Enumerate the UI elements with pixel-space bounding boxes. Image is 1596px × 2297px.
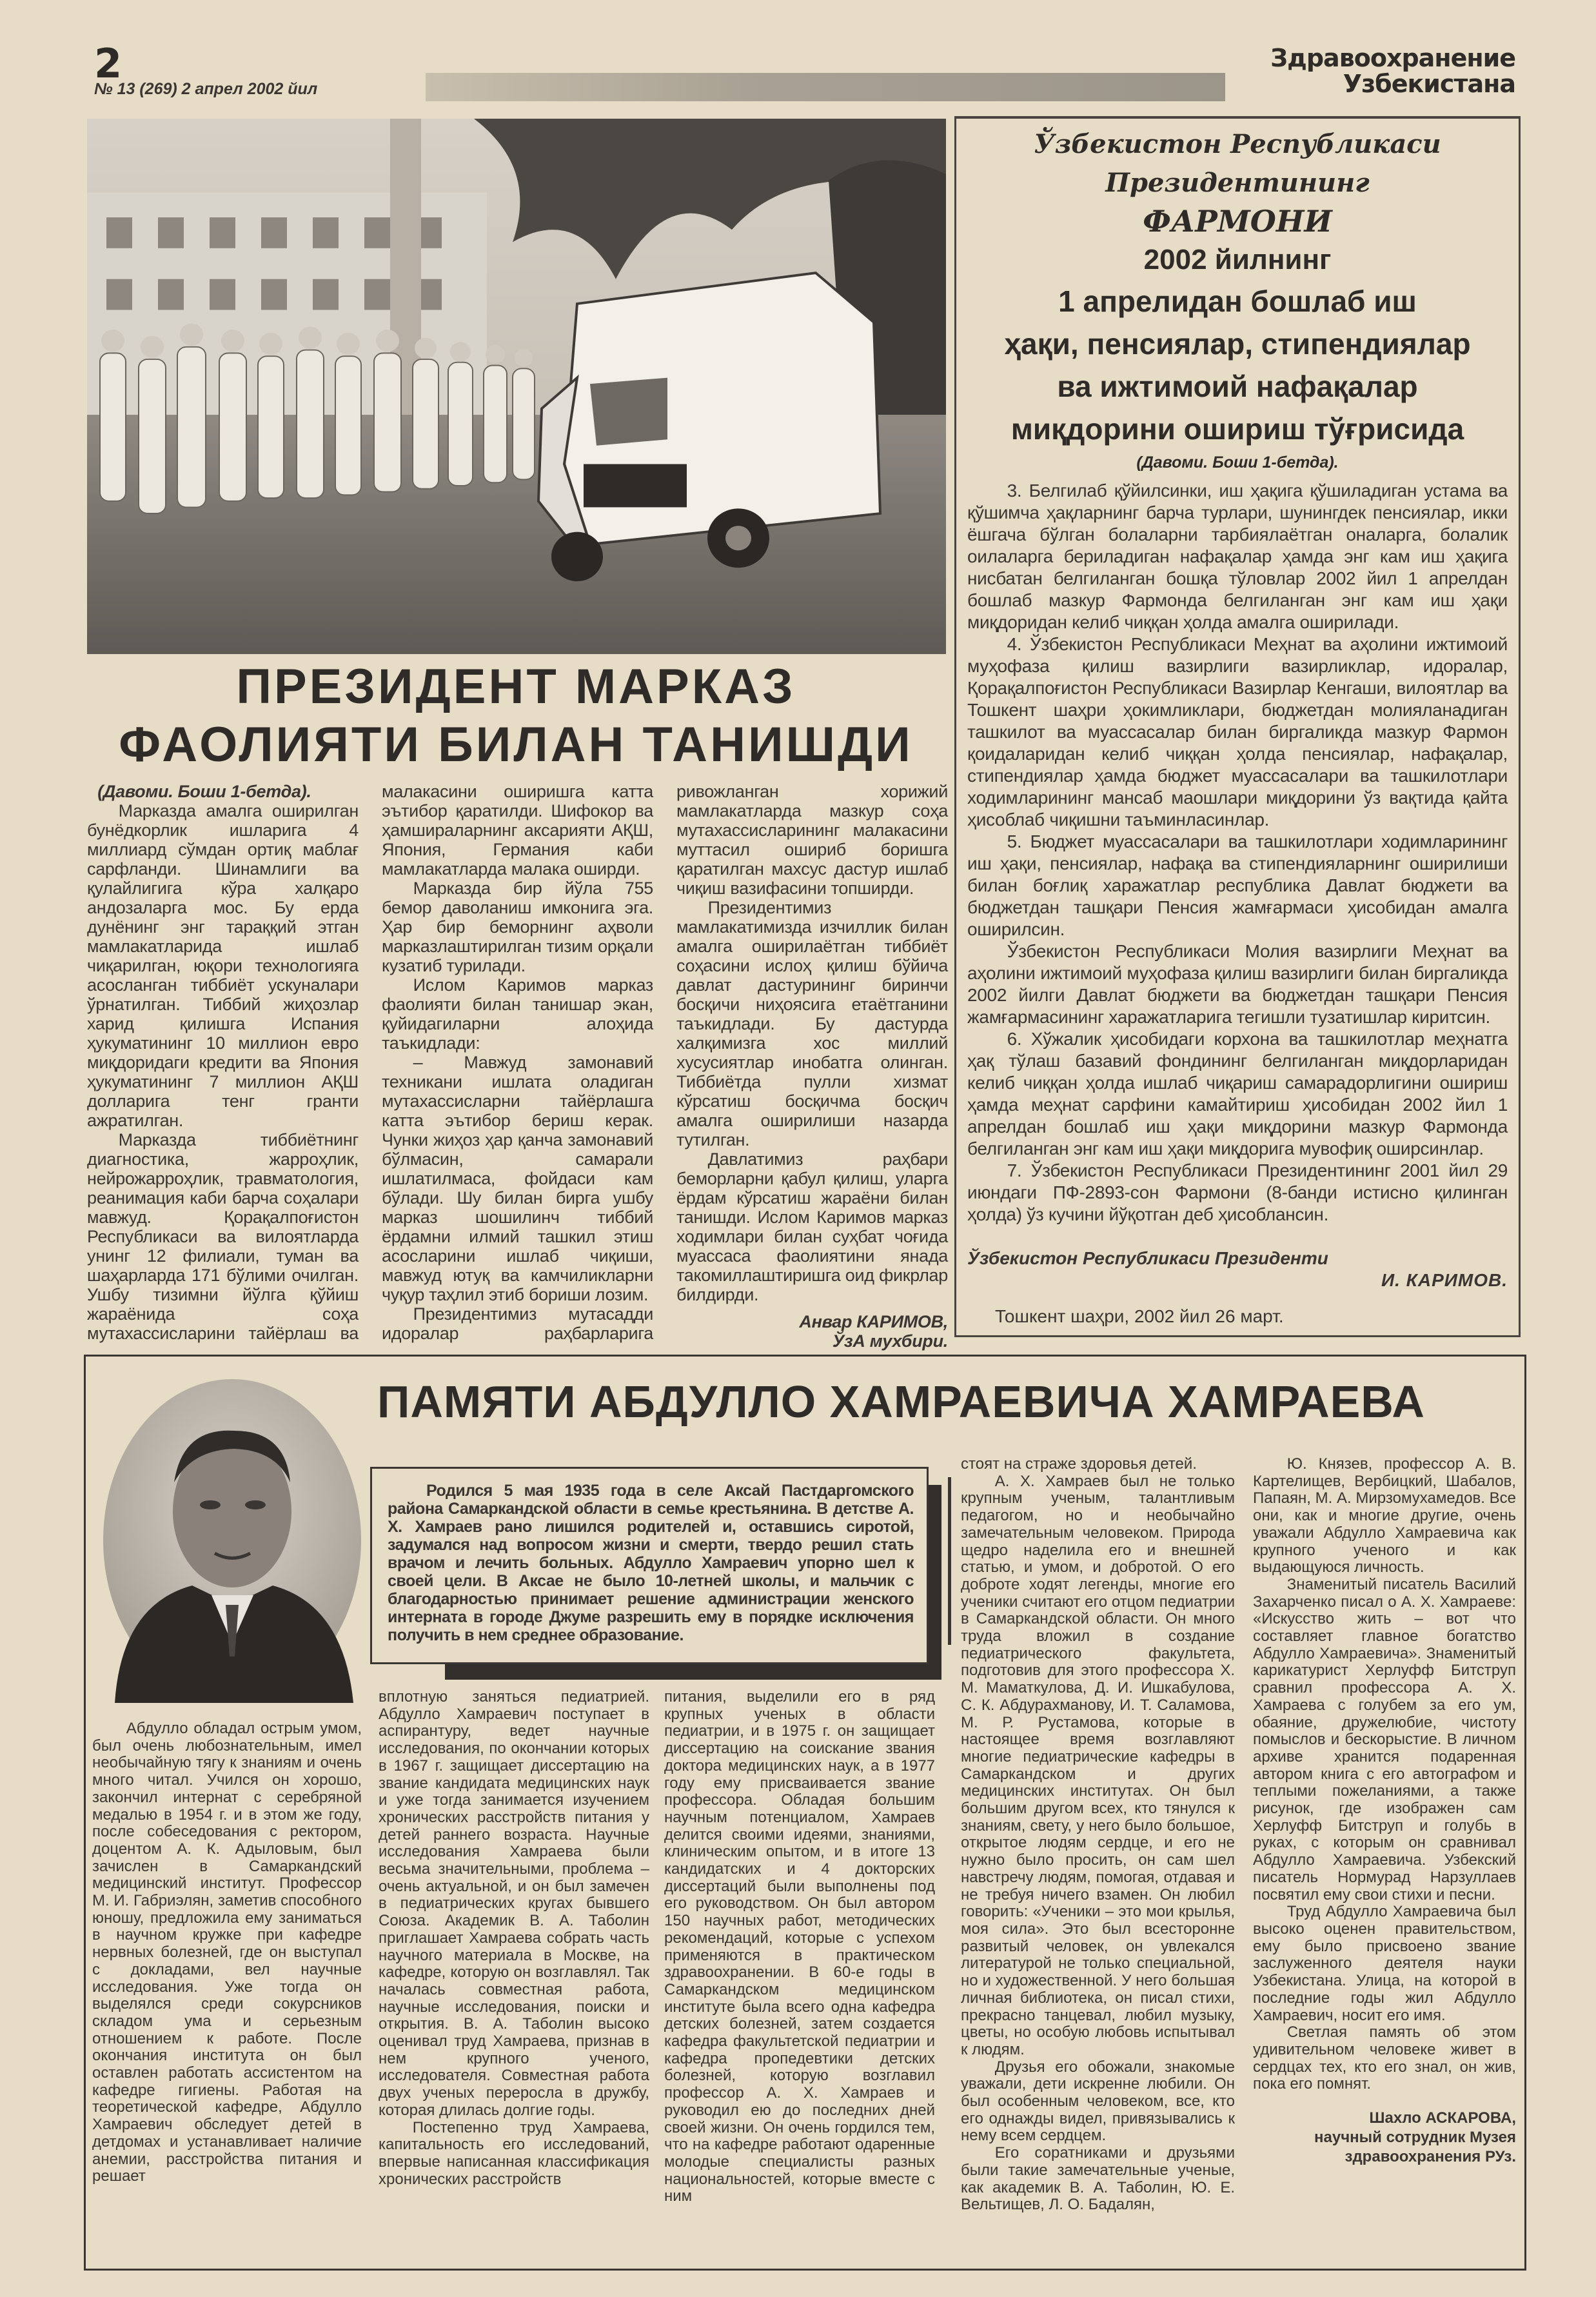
paragraph: 3. Белгилаб қўйилсинки, иш ҳақига қўшиладиган устама ва қўшимча ҳақларнинг барча турлари, шунингдек пенсиялар, икки ёшгача бўлган болаларни тарбиялаётган оналарга, болалик оилаларга бериладиган нафақалар ҳамда энг кам иш ҳақига нисбатан белгиланган бошқа тўловлар 2002 йил 1 апрелдан бошлаб мазкур Фармонда белгиланган энг кам иш ҳақи миқдоридан келиб чиққан ҳолда амалга оширилади. — [967, 481, 1508, 632]
paragraph: Его соратниками и друзьями были такие замечательные ученые, как академик В. А. Таболин, Ю. Е. Вельтищев, Л. О. Бадалян, — [961, 2144, 1235, 2214]
signatory-name: И. КАРИМОВ. — [1381, 1270, 1508, 1290]
decree-issuer: Ўзбекистон Республикаси Президентининг — [1034, 129, 1441, 198]
text-column — [664, 1689, 935, 2205]
paragraph: Давлатимиз раҳбари беморларни қабул қилиш, уларга ёрдам кўрсатиш жараёни билан танишди. Ислом Каримов марказ ходимлари билан суҳбат чоғида муассаса фаолиятини янада такомиллаштиришга оид фикрлар билдирди. — [676, 1149, 948, 1304]
paragraph: Светлая память об этом удивительном человеке живет в сердцах тех, кто его знал, он жив, пока его помнят. — [1253, 2024, 1516, 2093]
paragraph: Друзья его обожали, знакомые уважали, дети искренне любили. Он был особенным человеком, все, кто его однажды видел, привязывались к нему всем сердцем. — [961, 2058, 1235, 2145]
decree-title-line: ҳақи, пенсиялар, стипендиялар — [1004, 327, 1471, 361]
paragraph: Ислом Каримов марказ фаолияти билан танишар экан, қуйидагиларни алоҳида таъкидлади: — [382, 975, 653, 1053]
place-date: Тошкент шаҳри, 2002 йил 26 март. — [995, 1306, 1284, 1326]
paragraph: вплотную заняться педиатрией. Абдулло Хамраевич поступает в аспирантуру, ведет научные исследования, по окончании которых в 1967 г. защищает диссертацию на звание кандидата медицинских наук и уже тогда занимается изучением хронических расстройств питания у детей раннего возраста. Научные исследования Хамраева были весьма значительными, проблема – очень актуальной, и он был замечен в педиатрических кругах бывшего Союза. Академик В. А. Таболин приглашает Хамраева собрать часть научного материала в Москве, на кафедре, которую он возглавлял. Так началась совместная работа, научные исследования, поиски и открытия. В. А. Таболин высоко оценивал труд Хамраева, признав в нем крупного ученого, исследователя. Совместная работа двух ученых переросла в дружбу, которая длилась долгие годы. — [379, 1688, 649, 2119]
paragraph: Ю. Князев, профессор А. В. Картелищев, Вербицкий, Шабалов, Папаян, М. А. Мирзомухамедов. Все они, как и многие другие, очень уважали Абдулло Хамраевича как крупного ученого и как выдающуюся личность. — [1253, 1455, 1516, 1576]
decree-type: ФАРМОНИ — [1143, 204, 1332, 239]
paragraph: А. Х. Хамраев был не только крупным ученым, талантливым педагогом, но и необычайно замечательным человеком. Природа щедро наделила его и внешней статью, и умом, и добротой. О его доброте ходят легенды, многие его ученики считают его отцом педиатрии в Самаркандской области. Он много труда вложил в создание педиатрического факультета, подготовив для этого профессора Х. М. Маматкулова, Д. И. Ишкабулова, С. К. Абдурахманову, И. Т. Саламова, М. Р. Рустамова, которые в настоящее время возглавляют многие педиатрические кафедры в Самаркандском и других медицинских институтах. Он был большим другом всех, кто тянулся к знаниям, свету, у него было большое, открытое людям сердце, и его не нужно было просить, он сам шел навстречу людям, помогая, отдавая и не требуя ничего взамен. Он любил говорить: «Ученики – это мои крылья, моя сила». Это был всесторонне развитый человек, он увлекался литературой не только специальной, но и художественной. У него большая личная библиотека, он писал стихи, прекрасно танцевал, любил музыку, цветы, но особую любовь испытывал к людям. — [961, 1472, 1235, 2058]
author-role: ЎзА мухбири. — [832, 1331, 948, 1351]
text-column — [379, 1689, 649, 2188]
decree-title-line: миқдорини ошириш тўғрисида — [1010, 412, 1464, 446]
signatory-title: Ўзбекистон Республикаси Президенти — [967, 1248, 1328, 1268]
paragraph: питания, выделили его в ряд крупных ученых в области педиатрии, и в 1975 г. он защищает диссертацию на соискание звания доктора медицинских наук, а в 1977 году ему присваивается звание профессора. Обладая большим научным потенциалом, Хамраев делится своими идеями, знаниями, клиническим опытом, и в итоге 13 кандидатских и 4 докторских диссертаций были выполнены под его руководством. Он был автором 150 научных работ, методических рекомендаций, которые с успехом применяются в практическом здравоохранении. В 60-е годы в Самаркандском медицинском институте была всего одна кафедра детских болезней, затем создается кафедра факультетской педиатрии и кафедра пропедевтики детских болезней, которую возглавил профессор А. Х. Хамраев и руководил ею до последних дней своей жизни. Он очень гордился тем, что на кафедре работают одаренные молодые специалисты разных национальностей, которые вместе с ним — [664, 1688, 935, 2205]
paragraph-group — [87, 782, 948, 1351]
continued-note: (Давоми. Боши 1-бетда). — [97, 782, 311, 801]
decree-title — [967, 125, 1508, 475]
paragraph: 4. Ўзбекистон Республикаси Меҳнат ва аҳолини ижтимоий муҳофаза қилиш вазирлиги вазирликлар, идоралар, Қорақалпоғистон Республикаси Вазирлар Кенгаши, вилоятлар ва Тошкент шаҳри ҳокимликлари, бюджетдан молияланадиган ташкилот ва муассасалар билан биргаликда мазкур Фармон қоидаларидан келиб чиққан ҳолда пенсиялар, нафақалар, стипендиялар ҳамда бюджет муассасалари ва ташкилотлари ходимларининг мансаб маошлари миқдорини ўз вақтида қайта ҳисоблаб чиқишни таъминласинлар. — [967, 634, 1508, 830]
text-column — [92, 1720, 362, 2185]
article-body — [87, 782, 948, 1351]
header-bar — [426, 73, 1225, 101]
decree-body — [967, 480, 1508, 1226]
paragraph-group — [1253, 1456, 1516, 2093]
paragraph: Абдулло обладал острым умом, был очень любознательным, имел необычайную тягу к знаниям и очень много читал. Учился он хорошо, закончил интернат с серебряной медалью в 1954 г. и в этом же году, после собеседования с ректором, доцентом А. К. Адыловым, был зачислен в Самаркандский медицинский институт. Профессор М. И. Габриэлян, заметив способного юношу, предложила ему заниматься в научном кружке при кафедре нервных болезней, где он выступал с докладами, вел научные исследования. Уже тогда он выделялся среди сокурсников складом ума и серьезным отношением к работе. После окончания института он был оставлен работать ассистентом на кафедре гигиены. Работая на теоретической кафедре, Абдулло Хамраевич обследует детей в детдомах и устанавливает наличие анемии, расстройства питания и решает — [92, 1720, 362, 2185]
author-role: научный сотрудник Музея — [1314, 2129, 1516, 2147]
author-name: Анвар КАРИМОВ, — [799, 1312, 948, 1331]
masthead — [1232, 45, 1515, 97]
column-rule — [948, 1477, 951, 1645]
portrait-photo — [102, 1373, 363, 1703]
paragraph: Постепенно труд Хамраева, капитальность его исследований, впервые написанная классификация хронических расстройств — [379, 2118, 649, 2188]
issue-line: № 13 (269) 2 апрел 2002 йил — [94, 80, 318, 98]
paragraph: Знаменитый писатель Василий Захарченко писал о А. Х. Хамраеве: «Искусство жить – вот что составляет главное богатство Абдулло Хамраевича». Знаменитый карикатурист Херлуфф Битструп сравнил профессора А. Х. Хамраева с голубем за его ум, обаяние, дружелюбие, чистоту помыслов и бескорыстие. В личном архиве хранится подаренная автором книга с его автографом и теплыми пожеланиями, а также рисунок, где изображен сам Херлуфф Битструп и голубь в руках, с которым он сравнивал Абдулло Хамраевича. Узбекский писатель Нормурад Нарзуллаев посвятил ему свои стихи и песни. — [1253, 1575, 1516, 1904]
paragraph: Труд Абдулло Хамраевича был высоко оценен правительством, ему было присвоено звание заслуженного деятеля науки Узбекистана. Улица, на которой в последние годы жил Абдулло Хамраевич, носит его имя. — [1253, 1903, 1516, 2024]
paragraph: Ўзбекистон Республикаси Молия вазирлиги Меҳнат ва аҳолини ижтимоий муҳофаза қилиш вазирлиги билан биргаликда 2002 йилги Давлат бюджети ва бюджетдан ташқари Пенсия жамғармасининг харажатларига тегишли тузатишлар киритсин. — [967, 941, 1508, 1027]
masthead-line: Узбекистана — [1343, 70, 1515, 98]
paragraph: Марказда тиббиётнинг диагностика, жарроҳлик, нейрожарроҳлик, травматология, реанимация каби барча соҳалари мавжуд. Қорақалпоғистон Республикаси ва вилоятларда унинг 12 филиали, туман ва шаҳарларда 171 бўлими очилган. Ушбу тизимни йўлга қўйиш жараёнида соҳа мутахассисларини тайёрлаш ва малакасини оширишга катта эътибор қаратилди. Шифокор ва ҳамшираларнинг аксарияти АҚШ, Япония, Германия каби мамлакатларда малака оширди. — [87, 782, 653, 1343]
paragraph: 6. Хўжалик ҳисобидаги корхона ва ташкилотлар меҳнатга ҳақ тўлаш базавий фондининг белгиланган миқдорларидан келиб чиққан ҳолда ишлаб чиқариш самарадорлигини ошириш ҳамда меҳнат сарфини камайтириш ҳисобидан 2002 йил 1 апрелдан бошлаб иш ҳақи миқдорини мазкур Фармонда белгиланган энг кам иш ҳақи миқдорига мувофиқ оширсинлар. — [967, 1029, 1508, 1158]
page-number: 2 — [94, 40, 123, 87]
paragraph: 5. Бюджет муассасалари ва ташкилотлари ходимларининг иш ҳақи, пенсиялар, нафақа ва стипендияларнинг оширилиши билан боғлиқ харажатлар республика Давлат бюджети ва бюджетдан ташқари Пенсия жамғармаси ҳисобидан амалга оширилсин. — [967, 831, 1508, 939]
ambulance-staff-photo — [87, 119, 946, 654]
author-role: здравоохранения РУз. — [1345, 2148, 1516, 2166]
memorial-signature — [1253, 2109, 1516, 2167]
paragraph: Марказда амалга оширилган бунёдкорлик ишларига 4 миллиард сўмдан ортиқ маблағ сарфланди. Шинамлиги ва қулайлигига кўра халқаро андозаларга мос. Бу ерда дунёнинг энг тараққий этган мамлакатларида ишлаб чиқарилган, юқори технологияга асосланган тиббиёт ускуналари ўрнатилган. Тиббий жиҳозлар харид қилишга Испания ҳукуматининг 10 миллион евро миқдоридаги кредити ва Япония ҳукуматининг 7 миллион АҚШ долларига тенг гранти ажратилган. — [87, 801, 359, 1130]
paragraph: Марказда бир йўла 755 бемор даволаниш имконига эга. Ҳар бир беморнинг аҳволи марказлаштирилган тизим орқали кузатиб турилади. — [382, 879, 653, 975]
lead-box — [370, 1467, 929, 1664]
decree-box — [954, 116, 1521, 1337]
paragraph: Президентимиз мутасадди идоралар раҳбарларига ривожланган хорижий мамлакатларда мазкур соҳа мутахассисларининг малакасини муттасил ошириб боришга қаратилган махсус дастур ишлаб чиқиш вазифасини топширди. — [382, 782, 948, 1343]
decree-title-line: 2002 йилнинг — [1143, 244, 1332, 275]
continued-note: (Давоми. Боши 1-бетда). — [1136, 453, 1339, 472]
paragraph: стоят на страже здоровья детей. — [961, 1455, 1197, 1473]
text-column — [961, 1456, 1235, 2214]
decree-title-line: 1 апрелидан бошлаб иш — [1058, 284, 1417, 318]
author-name: Шахло АСКАРОВА, — [1369, 2109, 1516, 2127]
paragraph: Президентимиз мамлакатимизда изчиллик билан амалга оширилаётган тиббиёт соҳасини ислоҳ қилиш бўйича давлат дастурининг биринчи босқичи ниҳоясига етаётганини таъкидлади. Бу дастурда халқимизга хос миллий хусусиятлар инобатга олинган. Тиббиётда пулли хизмат кўрсатиш босқичма босқич амалга оширилиши назарда тутилган. — [676, 898, 948, 1149]
paragraph: – Мавжуд замонавий техникани ишлата оладиган мутахассисларни тайёрлашга катта эътибор бериш керак. Чунки жиҳоз ҳар қанча замонавий бўлмасин, самарали ишлатилмаса, фойдаси кам бўлади. Шу билан бирга ушбу марказ шошилинч тиббий ёрдамни илмий ташкил этиш асосларини ишлаб чиқиши, мавжуд ютуқ ва камчиликларни чуқур таҳлил этиб бориши лозим. — [382, 1053, 653, 1304]
headline-line: ПРЕЗИДЕНТ МАРКАЗ — [236, 659, 796, 714]
text-column — [1253, 1456, 1516, 2167]
lead-text: Родился 5 мая 1935 года в селе Аксай Пастдаргомского района Самаркандской области в семье крестьянина. В детстве А. Х. Хамраев рано лишился родителей и, оставшись сиротой, задумался над вопросом жизни и смерти, твердо решил стать врачом и лечить больных. Абдулло Хамраевич упорно шел к своей цели. В Аксае не было 10-летней школы, и мальчик с благодарностью принимает решение администрации женского интерната в городе Джуме разрешить ему в порядке исключения получить в нем среднее образование. — [388, 1482, 914, 1644]
paragraph: 7. Ўзбекистон Республикаси Президентининг 2001 йил 29 июндаги ПФ-2893-сон Фармони (8-банди истисно қилинган ҳолда) ўз кучини йўқотган деб ҳисоблансин. — [967, 1160, 1508, 1224]
masthead-line: Здравоохранение — [1270, 44, 1515, 72]
headline-line: ФАОЛИЯТИ БИЛАН ТАНИШДИ — [119, 717, 913, 772]
decree-title-line: ва ижтимоий нафақалар — [1057, 370, 1418, 403]
memorial-headline: ПАМЯТИ АБДУЛЛО ХАМРАЕВИЧА ХАМРАЕВА — [377, 1377, 1425, 1427]
